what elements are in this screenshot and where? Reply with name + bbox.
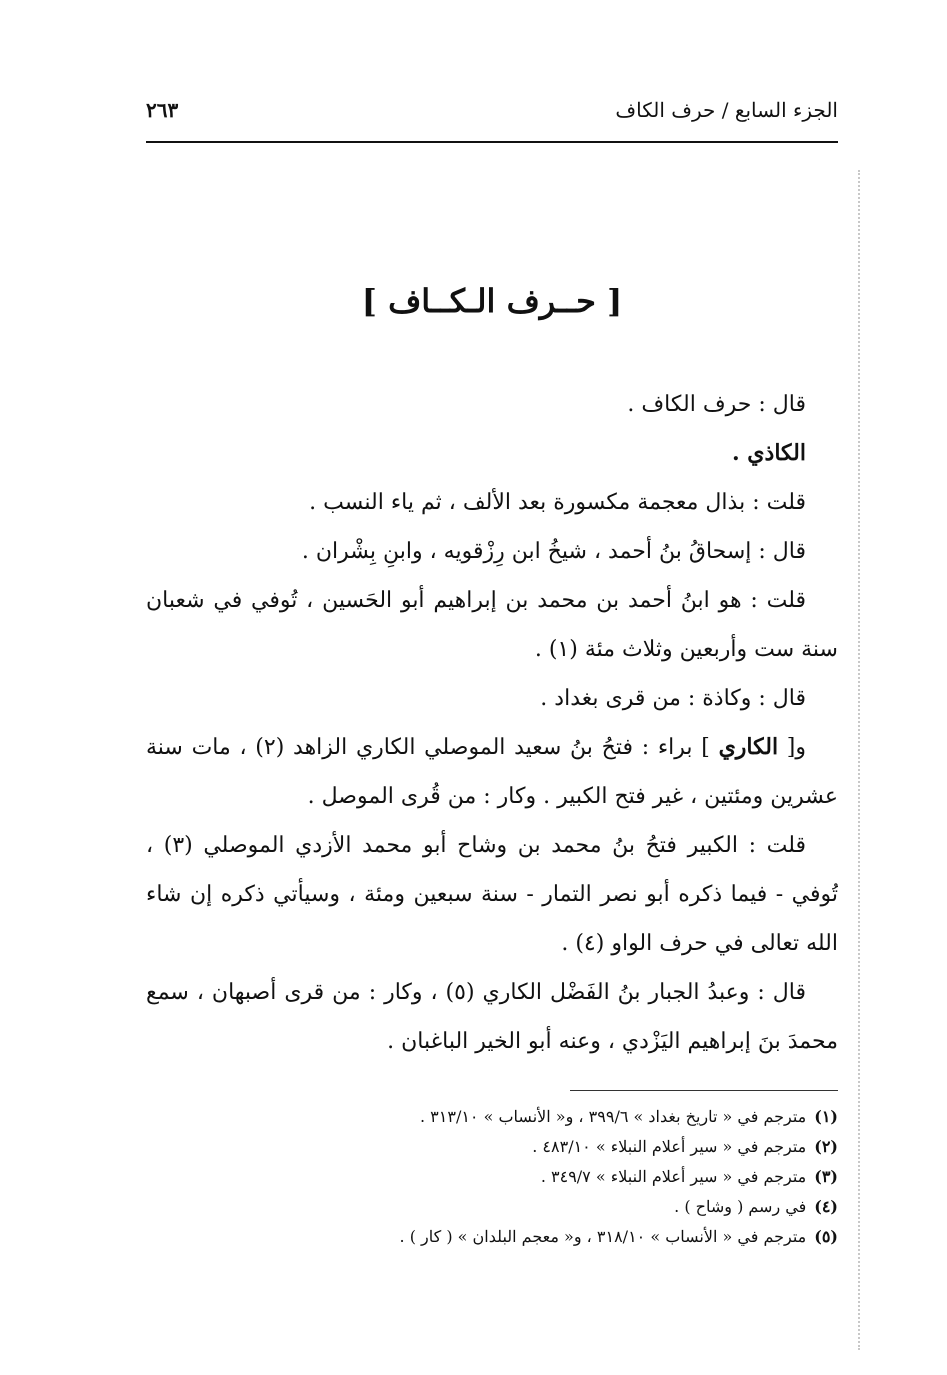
footnote-number: (٣) xyxy=(814,1167,838,1186)
paragraph: قلت : هو ابنُ أحمد بن محمد بن إبراهيم أبو الحَسين ، تُوفي في شعبان سنة ست وأربعين وثلاث مئة (١) . xyxy=(146,588,838,662)
footnote-text: في رسم ( وشاح ) . xyxy=(674,1197,807,1216)
paragraph: قال : حرف الكاف . xyxy=(627,392,806,417)
footnote-number: (٢) xyxy=(814,1137,838,1156)
running-header xyxy=(146,94,838,130)
paragraph: و[ الكاري ] براء : فتحُ بنُ سعيد الموصلي الكاري الزاهد (٢) ، مات سنة عشرين ومئتين ، غير فتح الكبير . وكار : من قُرى الموصل . xyxy=(146,734,838,809)
main-text xyxy=(146,380,838,1066)
entry-heading-kari: الكاري xyxy=(718,734,779,760)
footnotes xyxy=(146,1102,838,1252)
footnote-number: (١) xyxy=(814,1107,838,1126)
footnote xyxy=(146,1132,838,1162)
paragraph: قال : وكاذة : من قرى بغداد . xyxy=(540,686,806,711)
footnote xyxy=(146,1102,838,1132)
footnote-text: مترجم في « تاريخ بغداد » ٣٩٩/٦ ، و« الأنساب » ٣١٣/١٠ . xyxy=(419,1107,807,1126)
footnote-text: مترجم في « الأنساب » ٣١٨/١٠ ، و« معجم البلدان » ( كار ) . xyxy=(399,1227,807,1246)
footnote-text: مترجم في « سير أعلام النبلاء » ٤٨٣/١٠ . xyxy=(532,1137,807,1156)
paragraph: قلت : الكبير فتحُ بنُ محمد بن وشاح أبو محمد الأزدي الموصلي (٣) ، تُوفي - فيما ذكره أبو نصر التمار - سنة سبعين ومئة ، وسيأتي ذكره إن شاء الله تعالى في حرف الواو (٤) . xyxy=(146,833,838,956)
footnote xyxy=(146,1222,838,1252)
footnote-number: (٥) xyxy=(814,1227,838,1246)
paragraph: قال : إسحاقُ بنُ أحمد ، شيخُ ابن رِزْقويه ، وابنِ بِشْران . xyxy=(301,539,806,564)
chapter-title: [ حــرف الـكــاف ] xyxy=(361,282,623,320)
footnote xyxy=(146,1162,838,1192)
footnote-number: (٤) xyxy=(814,1197,838,1216)
margin-scan-dots xyxy=(858,170,866,1350)
footnote-text: مترجم في « سير أعلام النبلاء » ٣٤٩/٧ . xyxy=(540,1167,807,1186)
running-title: الجزء السابع / حرف الكاف xyxy=(615,98,838,122)
footnote xyxy=(146,1192,838,1222)
entry-heading: الكاذي . xyxy=(731,440,806,466)
paragraph: قال : وعبدُ الجبار بنُ الفَضْل الكاري (٥) ، وكار : من قرى أصبهان ، سمع محمدَ بنَ إبراهيم اليَزْدي ، وعنه أبو الخير الباغبان . xyxy=(146,980,838,1054)
page-number: ٢٦٣ xyxy=(146,98,179,122)
paragraph: قلت : بذال معجمة مكسورة بعد الألف ، ثم ياء النسب . xyxy=(309,490,806,515)
header-rule xyxy=(146,141,838,143)
footnote-rule xyxy=(570,1090,838,1091)
paragraph-entry-heading xyxy=(146,429,838,478)
